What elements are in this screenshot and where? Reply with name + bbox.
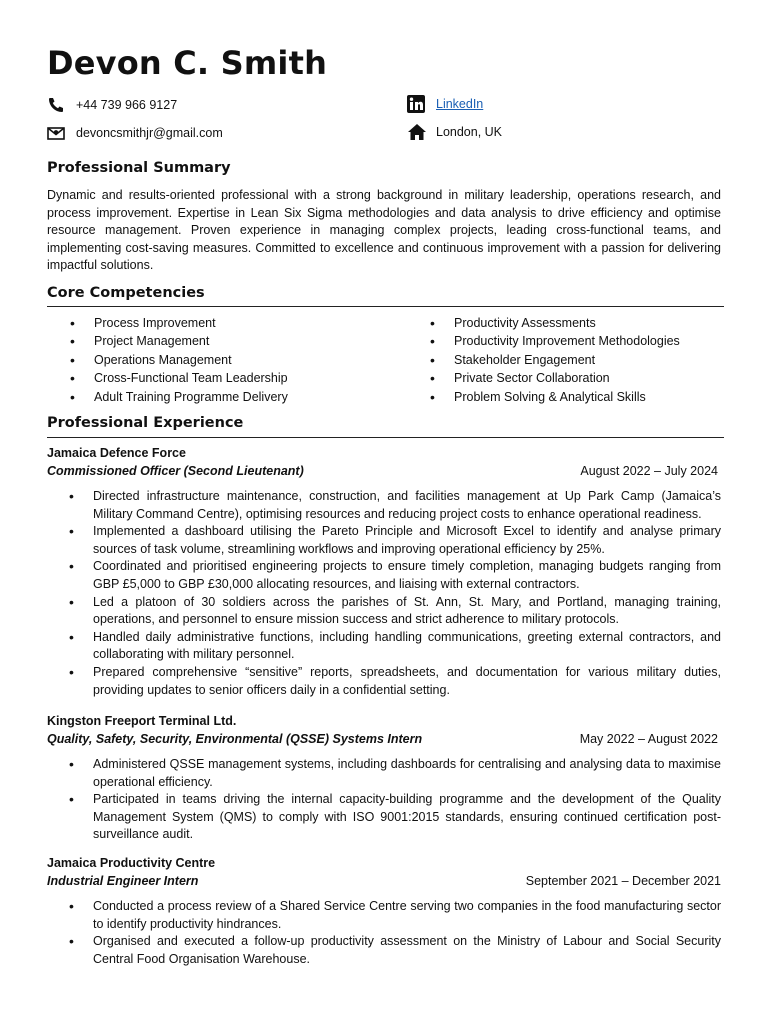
phone-number: +44 739 966 9127 [76, 98, 178, 112]
competency-item: • Problem Solving & Analytical Skills [430, 388, 680, 406]
home-icon [407, 123, 425, 141]
job-bullet: • Coordinated and prioritised engineering projects to ensure timely completion, managing budgets ranging from GBP £5,000 to GBP £30,000 allocating resources, and liaising with external contractors. [47, 558, 721, 593]
job-organisation: Jamaica Productivity Centre [47, 856, 216, 870]
job-dates: May 2022 – August 2022 [579, 732, 718, 746]
competency-item: • Adult Training Programme Delivery [70, 388, 288, 406]
competency-item: • Process Improvement [70, 314, 288, 332]
summary-heading: Professional Summary [47, 160, 231, 176]
job-bullet: • Directed infrastructure maintenance, construction, and facilities management at Up Park Camp (Jamaica’s Military Command Centre), optimising resources and reducing project costs to enhance operational readiness. [47, 488, 721, 523]
email-icon [47, 124, 65, 142]
job-organisation: Kingston Freeport Terminal Ltd. [47, 714, 237, 728]
job-dates: August 2022 – July 2024 [580, 464, 718, 478]
job-bullet: • Organised and executed a follow-up productivity assessment on the Ministry of Labour and Social Security Central Food Organisation Warehouse. [47, 933, 721, 968]
competency-item: • Productivity Assessments [430, 314, 680, 332]
experience-heading: Professional Experience [47, 415, 244, 431]
competency-item: • Operations Management [70, 351, 288, 369]
job-bullet: • Handled daily administrative functions, including handling communications, greeting external contractors, and collaborating with military personnel. [47, 629, 721, 664]
job-bullet: • Conducted a process review of a Shared Service Centre serving two companies in the food manufacturing sector to identify productivity hindrances. [47, 898, 721, 933]
job-bullet-list [47, 898, 721, 968]
job-bullet: • Participated in teams driving the internal capacity-building programme and the development of the Quality Management System (QMS) to comply with ISO 9001:2015 standards, ensuring continued certification post-surveillance audit. [47, 791, 721, 844]
competency-item: • Productivity Improvement Methodologies [430, 332, 680, 350]
email-contact [47, 124, 223, 142]
job-role: Commissioned Officer (Second Lieutenant) [47, 464, 304, 478]
linkedin-contact[interactable] [407, 95, 483, 113]
summary-text: Dynamic and results-oriented professional with a strong background in military leadership, operations research, and process improvement. Expertise in Lean Six Sigma methodologies and data analysis to drive efficiency and optimise resource management. Proven experience in managing complex projects, leading cross-functional teams, and implementing cost-saving measures. Committed to excellence and continuous improvement with a passion for delivering impactful solutions. [47, 188, 721, 273]
candidate-name: Devon C. Smith [47, 44, 328, 82]
job-bullet-list [47, 756, 721, 844]
email-address: devoncsmithjr@gmail.com [76, 126, 223, 140]
job-role: Industrial Engineer Intern [47, 874, 199, 888]
job-bullet: • Implemented a dashboard utilising the Pareto Principle and Microsoft Excel to identify and analyse primary sources of task volume, streamlining workflows and improving operational efficiency by 25%. [47, 523, 721, 558]
competencies-left-list [70, 314, 288, 406]
job-bullet: • Led a platoon of 30 soldiers across the parishes of St. Ann, St. Mary, and Portland, managing training, operations, and personnel to ensure mission success and strict adherence to military protocols. [47, 594, 721, 629]
job-bullet: • Prepared comprehensive “sensitive” reports, spreadsheets, and documentation for various military duties, providing updates to senior officers daily in a confidential setting. [47, 664, 721, 699]
job-bullet: • Administered QSSE management systems, including dashboards for centralising and analysing data to maximise operational efficiency. [47, 756, 721, 791]
competency-item: • Stakeholder Engagement [430, 351, 680, 369]
linkedin-icon [407, 95, 425, 113]
competency-item: • Cross-Functional Team Leadership [70, 369, 288, 387]
section-divider [47, 306, 724, 307]
location-contact [407, 123, 502, 141]
competencies-heading: Core Competencies [47, 285, 205, 301]
location-text: London, UK [436, 125, 503, 139]
phone-contact [47, 96, 177, 114]
competency-item: • Private Sector Collaboration [430, 369, 680, 387]
job-organisation: Jamaica Defence Force [47, 446, 186, 460]
competency-item: • Project Management [70, 332, 288, 350]
linkedin-link[interactable]: LinkedIn [436, 97, 484, 111]
phone-icon [47, 96, 65, 114]
job-dates: September 2021 – December 2021 [525, 874, 721, 888]
section-divider [47, 437, 724, 438]
competencies-right-list [430, 314, 680, 406]
job-role: Quality, Safety, Security, Environmental (QSSE) Systems Intern [47, 732, 423, 746]
job-bullet-list [47, 488, 721, 699]
